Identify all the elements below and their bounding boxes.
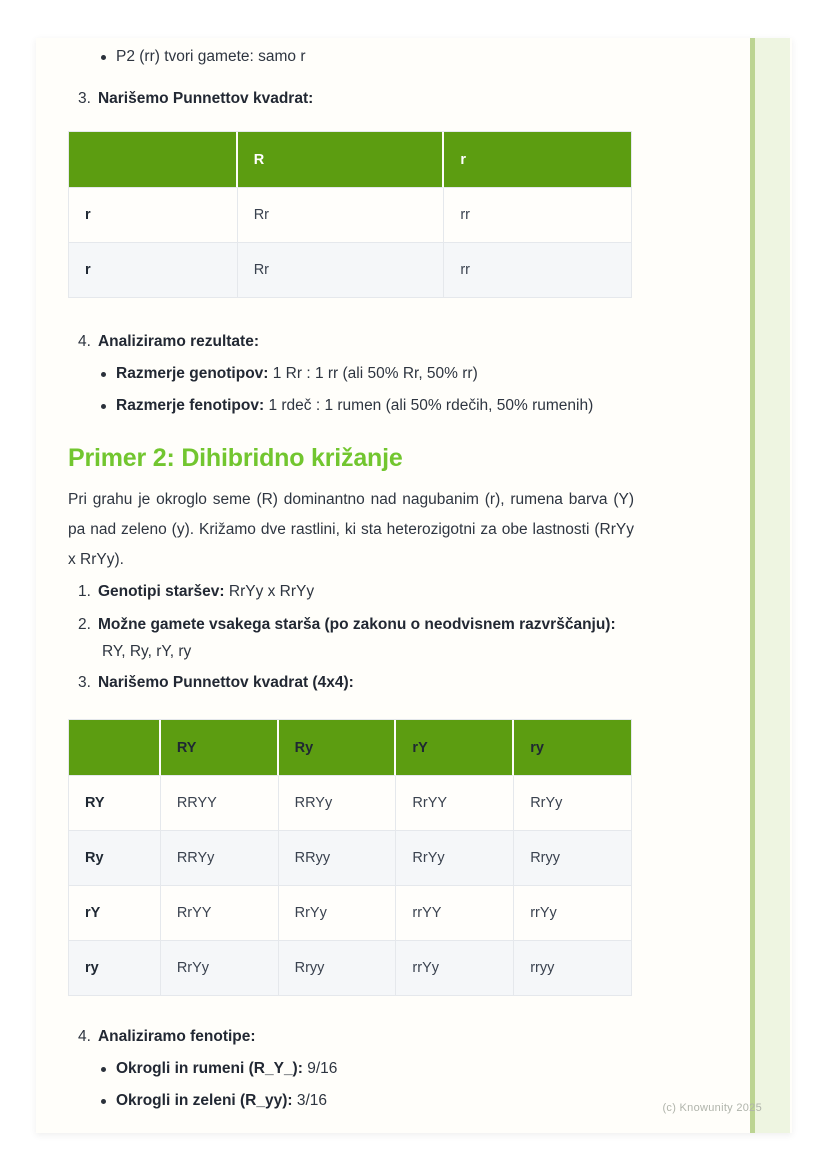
table-row — [69, 188, 632, 243]
table-row — [69, 941, 632, 996]
bullet-dot-icon — [101, 1067, 106, 1072]
bullet-text: Okrogli in rumeni (R_Y_): 9/16 — [116, 1060, 338, 1077]
header-cell: Ry — [279, 720, 397, 776]
step-item — [78, 88, 634, 110]
row-label-cell: rY — [69, 886, 161, 941]
table-cell: RrYy — [161, 941, 279, 996]
header-cell: ry — [514, 720, 632, 776]
row-label-cell: r — [69, 188, 238, 243]
bullet-text: P2 (rr) tvori gamete: samo r — [116, 48, 306, 65]
table-cell: RRyy — [279, 831, 397, 886]
row-label-cell: Ry — [69, 831, 161, 886]
step-text: Genotipi staršev: RrYy x RrYy — [97, 583, 315, 600]
table-cell: Rr — [238, 188, 445, 243]
table-cell: RrYy — [396, 831, 514, 886]
table-header-row — [69, 132, 632, 188]
step-number: 3. — [78, 674, 91, 691]
step-label: Analiziramo rezultate: — [97, 333, 259, 350]
step-number: 4. — [78, 1028, 91, 1045]
step-number: 4. — [78, 333, 91, 350]
table-cell: rrYy — [514, 886, 632, 941]
table-header-row — [69, 720, 632, 776]
table-cell: Rryy — [514, 831, 632, 886]
table-row — [69, 831, 632, 886]
table-cell: RRYY — [161, 776, 279, 831]
step-continuation: RY, Ry, rY, ry — [102, 643, 192, 660]
table-cell: rrYy — [396, 941, 514, 996]
table-row — [69, 776, 632, 831]
table-row — [69, 886, 632, 941]
list-item — [101, 46, 634, 68]
table-cell: rryy — [514, 941, 632, 996]
section-heading: Primer 2: Dihibridno križanje — [68, 444, 403, 472]
table-cell: RRYy — [161, 831, 279, 886]
table-cell: RrYY — [396, 776, 514, 831]
header-cell-empty — [69, 132, 238, 188]
table-row — [69, 243, 632, 298]
document-content — [68, 38, 634, 1112]
row-label-cell: r — [69, 243, 238, 298]
page-edge-green-band — [750, 38, 790, 1133]
step-label: Analiziramo fenotipe: — [97, 1028, 256, 1045]
bullet-text: Razmerje fenotipov: 1 rdeč : 1 rumen (ali 50% rdečih, 50% rumenih) — [116, 397, 594, 414]
table-cell: RrYY — [161, 886, 279, 941]
step-label: Narišemo Punnettov kvadrat: — [97, 90, 314, 107]
bullet-text: Razmerje genotipov: 1 Rr : 1 rr (ali 50% Rr, 50% rr) — [116, 365, 478, 382]
watermark: (c) Knowunity 2025 — [662, 1102, 762, 1114]
bullet-dot-icon — [101, 404, 106, 409]
step-label: Narišemo Punnettov kvadrat (4x4): — [97, 674, 354, 691]
step-text: Možne gamete vsakega starša (po zakonu o neodvisnem razvrščanju): — [97, 616, 616, 633]
table-cell: RRYy — [279, 776, 397, 831]
list-item — [101, 1058, 634, 1080]
paragraph: Pri grahu je okroglo seme (R) dominantno nad nagubanim (r), rumena barva (Y) pa nad zeleno (y). Križamo dve rastlini, ki sta heterozigotni za obe lastnosti (RrYy x RrYy). — [68, 491, 634, 568]
table-cell: rrYY — [396, 886, 514, 941]
table-cell: RrYy — [514, 776, 632, 831]
step-number: 2. — [78, 616, 91, 633]
document-page — [36, 38, 792, 1133]
bullet-text: Okrogli in zeleni (R_yy): 3/16 — [116, 1092, 328, 1109]
bullet-dot-icon — [101, 55, 106, 60]
header-cell: RY — [161, 720, 279, 776]
row-label-cell: RY — [69, 776, 161, 831]
list-item — [101, 395, 634, 417]
step-item — [78, 331, 634, 353]
table-cell: rr — [444, 188, 632, 243]
table-cell: Rryy — [279, 941, 397, 996]
step-item — [78, 1026, 634, 1048]
header-cell-empty — [69, 720, 161, 776]
list-item — [101, 1090, 634, 1112]
table-cell: RrYy — [279, 886, 397, 941]
step-item — [78, 614, 634, 636]
step-number: 3. — [78, 90, 91, 107]
list-item — [101, 363, 634, 385]
header-cell: R — [238, 132, 445, 188]
row-label-cell: ry — [69, 941, 161, 996]
table-cell: rr — [444, 243, 632, 298]
header-cell: rY — [396, 720, 514, 776]
step-number: 1. — [78, 583, 91, 600]
punnett-table-dihybrid — [68, 719, 632, 996]
step-item — [78, 581, 634, 603]
table-cell: Rr — [238, 243, 445, 298]
punnett-table-monohybrid — [68, 131, 632, 298]
header-cell: r — [444, 132, 632, 188]
bullet-dot-icon — [101, 1099, 106, 1104]
bullet-dot-icon — [101, 372, 106, 377]
step-item — [78, 672, 634, 694]
